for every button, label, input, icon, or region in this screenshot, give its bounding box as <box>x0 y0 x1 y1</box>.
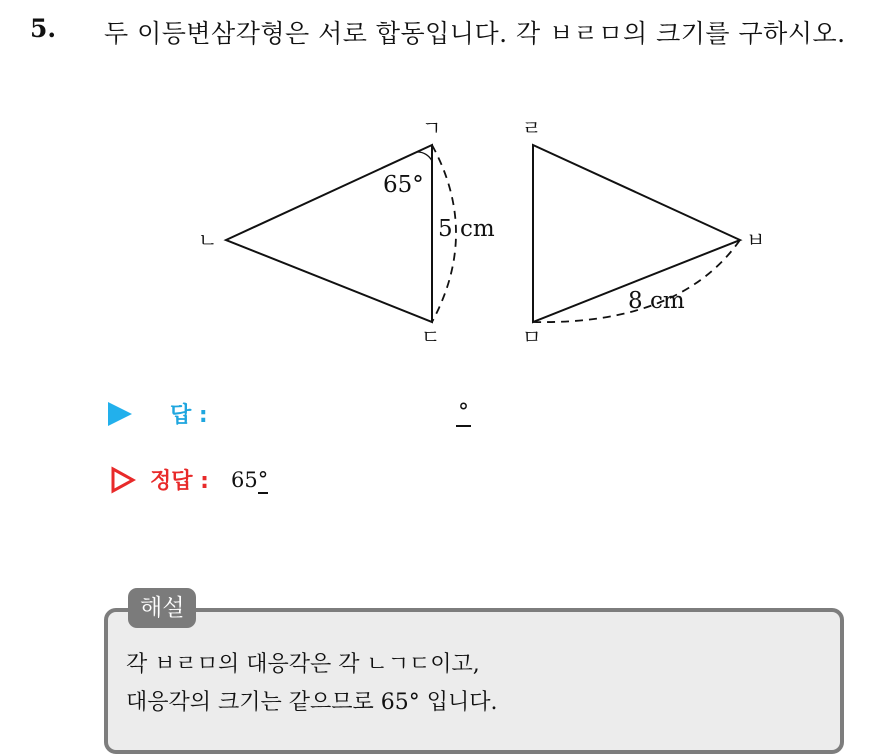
vertex-label-rieul: ㄹ <box>522 116 542 140</box>
question-number: 5. <box>30 14 57 43</box>
side-label-left: 5 cm <box>438 216 495 242</box>
answer-label: 답 : <box>170 403 208 428</box>
angle-label: 65° <box>383 172 424 198</box>
vertex-label-bieup: ㅂ <box>746 228 766 252</box>
answer-blank[interactable] <box>456 400 471 425</box>
explanation-tag: 해설 <box>128 588 196 628</box>
correct-answer-label: 정답 : <box>150 469 209 494</box>
answer-unit: ° <box>458 400 469 425</box>
correct-answer-value <box>231 468 268 492</box>
vertex-label-giyeok: ㄱ <box>422 116 442 140</box>
correct-answer-row <box>110 464 268 495</box>
vertex-label-digeut: ㄷ <box>421 325 441 349</box>
correct-answer-unit: ° <box>257 467 269 492</box>
side-label-right: 8 cm <box>628 288 685 314</box>
answer-row <box>108 398 208 429</box>
outline-triangle-icon <box>110 466 136 494</box>
explanation-text <box>126 646 498 722</box>
play-triangle-icon <box>108 402 132 426</box>
question-text: 두 이등변삼각형은 서로 합동입니다. 각 ㅂㄹㅁ의 크기를 구하시오. <box>104 19 846 48</box>
angle-arc-left <box>417 152 432 161</box>
vertex-label-nieun: ㄴ <box>198 228 218 252</box>
correct-answer-number: 65 <box>230 467 258 492</box>
vertex-label-mieum: ㅁ <box>522 325 542 349</box>
explanation-line-2: 대응각의 크기는 같으므로 65° 입니다. <box>126 690 498 715</box>
explanation-line-1: 각 ㅂㄹㅁ의 대응각은 각 ㄴㄱㄷ이고, <box>126 652 480 677</box>
